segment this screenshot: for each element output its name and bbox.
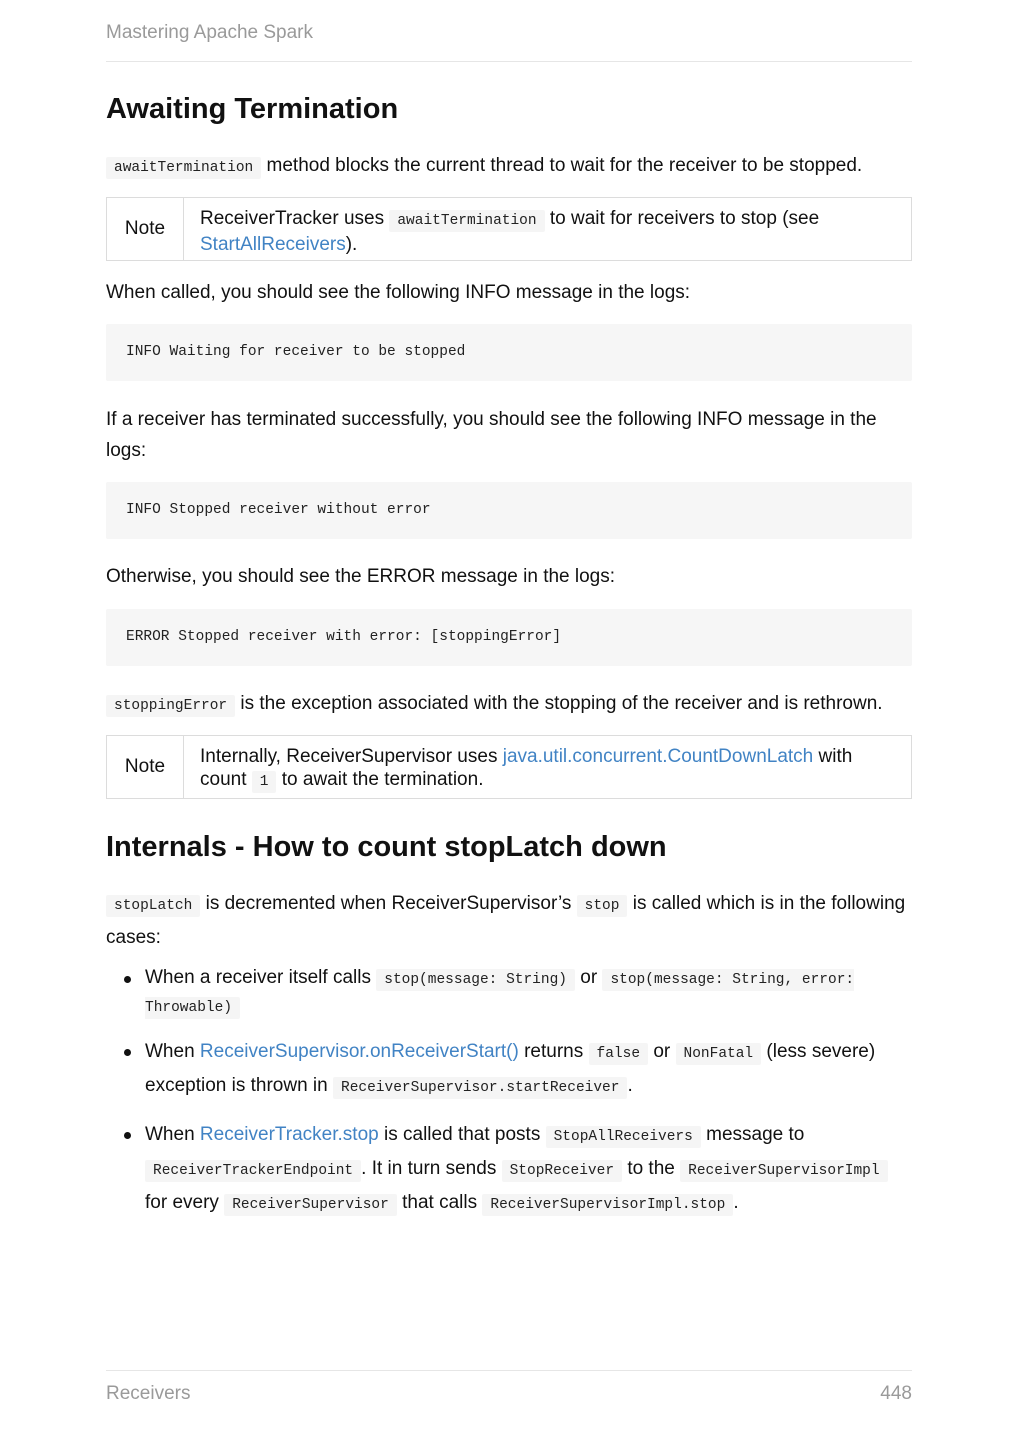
inline-code: StopReceiver bbox=[502, 1160, 622, 1182]
countdownlatch-link[interactable]: java.util.concurrent.CountDownLatch bbox=[502, 746, 814, 767]
bullet-dot bbox=[124, 976, 131, 983]
page-number: 448 bbox=[880, 1383, 912, 1404]
note-label: Note bbox=[107, 736, 184, 798]
code-block-stopped: INFO Stopped receiver without error bbox=[106, 482, 912, 539]
when-called-paragraph: When called, you should see the following INFO message in the logs: bbox=[106, 282, 691, 303]
inline-code: StopAllReceivers bbox=[546, 1126, 701, 1148]
inline-code: stop(message: String) bbox=[376, 969, 575, 991]
inline-code: awaitTermination bbox=[389, 210, 544, 232]
list-item: When ReceiverSupervisor.onReceiverStart() returns false or NonFatal (less severe) exception is thrown in ReceiverSupervisor.startReceiver . bbox=[106, 1036, 912, 1104]
inline-code: ReceiverSupervisor.startReceiver bbox=[333, 1077, 627, 1099]
inline-code: ReceiverTrackerEndpoint bbox=[145, 1160, 361, 1182]
cases-list bbox=[106, 965, 912, 1236]
bullet-dot bbox=[124, 1049, 131, 1056]
section-heading-awaiting-termination: Awaiting Termination bbox=[106, 93, 399, 125]
note-body: Internally, ReceiverSupervisor uses java.util.concurrent.CountDownLatch with count 1 to await the termination. bbox=[184, 736, 911, 798]
inline-code: ReceiverSupervisor bbox=[224, 1194, 397, 1216]
inline-code: NonFatal bbox=[676, 1043, 762, 1065]
await-termination-paragraph: awaitTermination method blocks the current thread to wait for the receiver to be stopped. bbox=[106, 150, 912, 184]
note-box bbox=[106, 735, 912, 799]
inline-code: stop bbox=[577, 895, 628, 917]
inline-code: ReceiverSupervisorImpl bbox=[680, 1160, 887, 1182]
section-heading-internals: Internals - How to count stopLatch down bbox=[106, 831, 667, 863]
code-block-error: ERROR Stopped receiver with error: [stoppingError] bbox=[106, 609, 912, 666]
note-body: ReceiverTracker uses awaitTermination to wait for receivers to stop (see StartAllReceivers). bbox=[200, 208, 820, 255]
otherwise-paragraph: Otherwise, you should see the ERROR message in the logs: bbox=[106, 566, 616, 587]
inline-code: awaitTermination bbox=[106, 157, 261, 179]
inline-code: stoppingError bbox=[106, 695, 235, 717]
terminated-success-paragraph: If a receiver has terminated successfully, you should see the following INFO message in the logs: bbox=[106, 409, 877, 461]
note-label: Note bbox=[107, 198, 184, 260]
list-item: When a receiver itself calls stop(message: String) or stop(message: String, error: Throwable) bbox=[106, 965, 912, 1021]
chapter-name: Receivers bbox=[106, 1383, 191, 1404]
inline-code: false bbox=[589, 1043, 649, 1065]
book-title: Mastering Apache Spark bbox=[106, 22, 314, 43]
page-footer bbox=[106, 1370, 912, 1405]
note-box bbox=[106, 197, 912, 261]
receiver-tracker-stop-link[interactable]: ReceiverTracker.stop bbox=[199, 1124, 379, 1145]
stopping-error-paragraph: stoppingError is the exception associated with the stopping of the receiver and is rethrown. bbox=[106, 688, 912, 722]
list-item: When ReceiverTracker.stop is called that posts StopAllReceivers message to ReceiverTrackerEndpoint . It in turn sends StopReceiver to the ReceiverSupervisorImpl for every ReceiverSupervisor that calls ReceiverSupervisorImpl.stop . bbox=[106, 1119, 912, 1221]
on-receiver-start-link[interactable]: ReceiverSupervisor.onReceiverStart() bbox=[199, 1041, 519, 1062]
inline-code: 1 bbox=[252, 771, 277, 793]
start-all-receivers-link[interactable]: StartAllReceivers bbox=[200, 234, 346, 255]
inline-code: stop(message: String, error: Throwable) bbox=[145, 969, 854, 1019]
inline-code: ReceiverSupervisorImpl.stop bbox=[482, 1194, 733, 1216]
page-header bbox=[106, 22, 912, 62]
inline-code: stopLatch bbox=[106, 895, 200, 917]
bullet-dot bbox=[124, 1132, 131, 1139]
code-block-waiting: INFO Waiting for receiver to be stopped bbox=[106, 324, 912, 381]
stoplatch-paragraph: stopLatch is decremented when ReceiverSupervisor’s stop is called which is in the following cases: bbox=[106, 893, 906, 948]
